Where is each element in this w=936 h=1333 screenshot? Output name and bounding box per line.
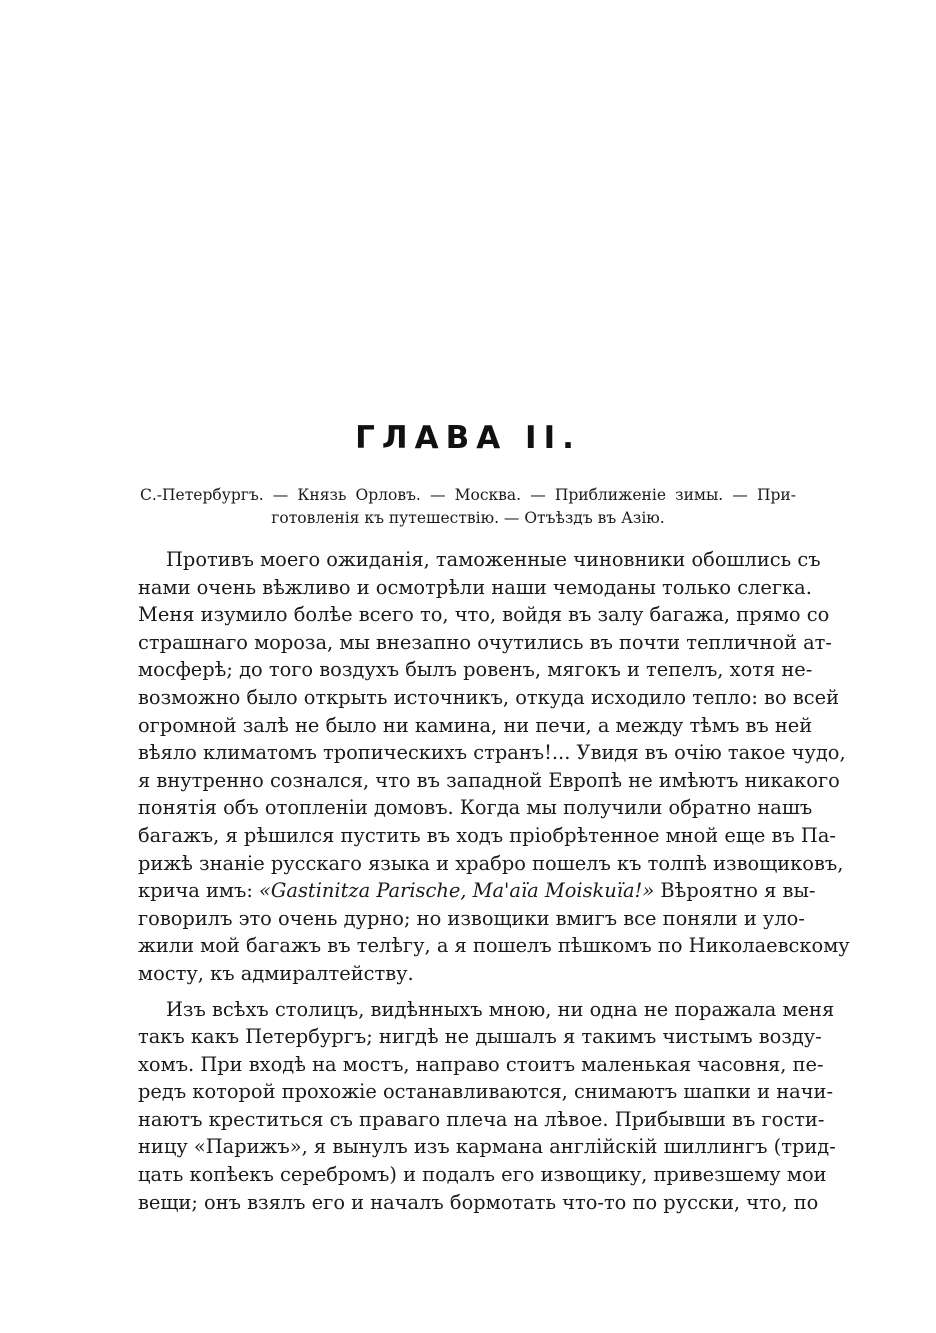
chapter-summary <box>140 484 796 530</box>
quote-after: Вѣроятно я вы- <box>654 879 816 903</box>
text-line: Противъ моего ожиданія, таможенные чиновники обошлись съ <box>166 548 821 571</box>
text-line: огромной залѣ не было ни камина, ни печи, а между тѣмъ въ ней <box>138 713 813 737</box>
text-line: ницу «Парижъ», я вынулъ изъ кармана англійскій шиллингъ (трид- <box>138 1135 836 1159</box>
text-line: вещи; онъ взялъ его и началъ бормотать что-то по русски, что, по <box>138 1190 819 1214</box>
text-line: редъ которой прохожіе останавливаются, снимаютъ шапки и начи- <box>138 1080 834 1104</box>
body-text <box>138 546 850 1224</box>
text-line: мосту, къ адмиралтейству. <box>138 961 414 985</box>
text-line: мосферѣ; до того воздухъ былъ ровенъ, мягокъ и тепелъ, хотя не- <box>138 658 813 682</box>
text-line-quote <box>138 877 816 905</box>
chapter-title: ГЛАВА II. <box>355 420 581 456</box>
text-line: цать копѣекъ серебромъ) и подалъ его извощику, привезшему мои <box>138 1163 827 1187</box>
summary-line: готовленія къ путешествію. — Отъѣздъ въ Азію. <box>271 509 665 527</box>
text-line: вѣяло климатомъ тропическихъ странъ!... Увидя въ очію такое чудо, <box>138 741 846 765</box>
text-line: возможно было открыть источникъ, откуда исходило тепло: во всей <box>138 685 839 709</box>
text-line: я внутренно сознался, что въ западной Европѣ не имѣютъ никакого <box>138 768 840 792</box>
text-line: Меня изумило болѣе всего то, что, войдя въ залу багажа, прямо со <box>138 603 830 627</box>
text-line: понятія объ отопленіи домовъ. Когда мы получили обратно нашъ <box>138 796 813 820</box>
text-line: говорилъ это очень дурно; но извощики вмигъ все поняли и уло- <box>138 906 805 930</box>
text-line: страшнаго мороза, мы внезапно очутились въ почти тепличной ат- <box>138 630 832 654</box>
text-line: нами очень вѣжливо и осмотрѣли наши чемоданы только слегка. <box>138 575 812 599</box>
foreign-phrase: «Gastinitza Parische, Ma'aïa Moiskuïa!» <box>259 879 655 903</box>
quote-before: крича имъ: <box>138 879 260 903</box>
text-line: багажъ, я рѣшился пустить въ ходъ пріобрѣтенное мной еще въ Па- <box>138 823 836 847</box>
text-line: Изъ всѣхъ столицъ, видѣнныхъ мною, ни одна не поражала меня <box>166 997 835 1021</box>
text-line: рижѣ знаніе русскаго языка и храбро пошелъ къ толпѣ извощиковъ, <box>138 851 844 875</box>
summary-line: С.-Петербургъ. — Князь Орловъ. — Москва. — Приближеніе зимы. — При- <box>140 486 796 504</box>
paragraph-2 <box>138 996 836 1217</box>
text-line: хомъ. При входѣ на мостъ, направо стоитъ маленькая часовня, пе- <box>138 1052 824 1076</box>
text-line: наютъ креститься съ праваго плеча на лѣвое. Прибывши въ гости- <box>138 1107 825 1131</box>
paragraph-1 <box>138 546 850 988</box>
text-line: такъ какъ Петербургъ; нигдѣ не дышалъ я такимъ чистымъ возду- <box>138 1025 822 1049</box>
text-line: жили мой багажъ въ телѣгу, а я пошелъ пѣшкомъ по Николаевскому <box>138 934 850 958</box>
